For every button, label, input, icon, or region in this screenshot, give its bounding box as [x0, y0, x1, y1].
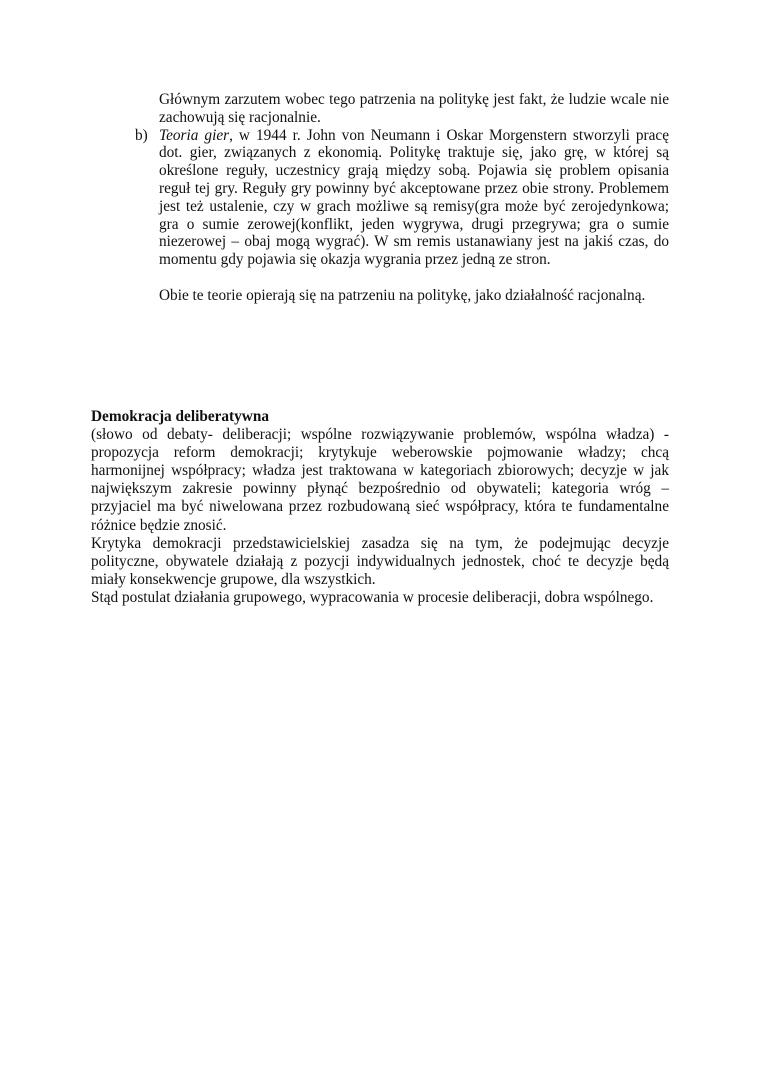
section-paragraph-2: Krytyka demokracji przedstawicielskiej zasadza się na tym, że podejmując decyzje polityczne, obywatele działają z pozycji indywidualnych jednostek, choć te decyzje będą miały konsekwencje grupowe, dla wszystkich. [91, 534, 669, 588]
section-deliberative-democracy [91, 408, 669, 607]
list-item-b [135, 126, 669, 269]
section-paragraph-1: (słowo od debaty- deliberacji; wspólne rozwiązywanie problemów, wspólna władza) - propozycja reform demokracji; krytykuje weberowskie pojmowanie władzy; chcą harmonijnej współpracy; władza jest traktowana w kategoriach zbiorowych; decyzje w jak największym zakresie powinny płynąć bezpośrednio od obywateli; kategoria wróg – przyjaciel ma być niwelowana przez rozbudowaną sieć współpracy, która te fundamentalne różnice będzie znosić. [91, 426, 669, 534]
list-marker-b: b) [135, 126, 148, 144]
section-paragraph-3: Stąd postulat działania grupowego, wypracowania w procesie deliberacji, dobra wspólnego. [91, 588, 654, 606]
list-item-b-text [159, 127, 669, 269]
summary-paragraph: Obie te teorie opierają się na patrzeniu na politykę, jako działalność racjonalną. [159, 286, 646, 304]
list-item-b-title: Teoria gier [159, 126, 230, 144]
list-block [135, 91, 669, 305]
list-item-b-body: , w 1944 r. John von Neumann i Oskar Morgenstern stworzyli pracę dot. gier, związanych z ekonomią. Politykę traktuje się, jako grę, w której są określone reguły, uczestnicy grają między sobą. Pojawia się problem opisania reguł tej gry. Reguły gry powinny być akceptowane przez obie strony. Problemem jest też ustalenie, czy w grach możliwe są remisy(gra może być zerojedynkowa; gra o sumie zerowej(konflikt, jeden wygrywa, drugi przegrywa; gra o sumie niezerowej – obaj mogą wygrać). W sm remis ustanawiany jest na jakiś czas, do momentu gdy pojawia się okazja wygrania przez jedną ze stron. [159, 126, 669, 269]
paragraph-spacer [159, 269, 669, 287]
section-heading: Demokracja deliberatywna [91, 408, 270, 425]
list-continuation-paragraph: Głównym zarzutem wobec tego patrzenia na politykę jest fakt, że ludzie wcale nie zachowują się racjonalnie. [159, 91, 669, 126]
